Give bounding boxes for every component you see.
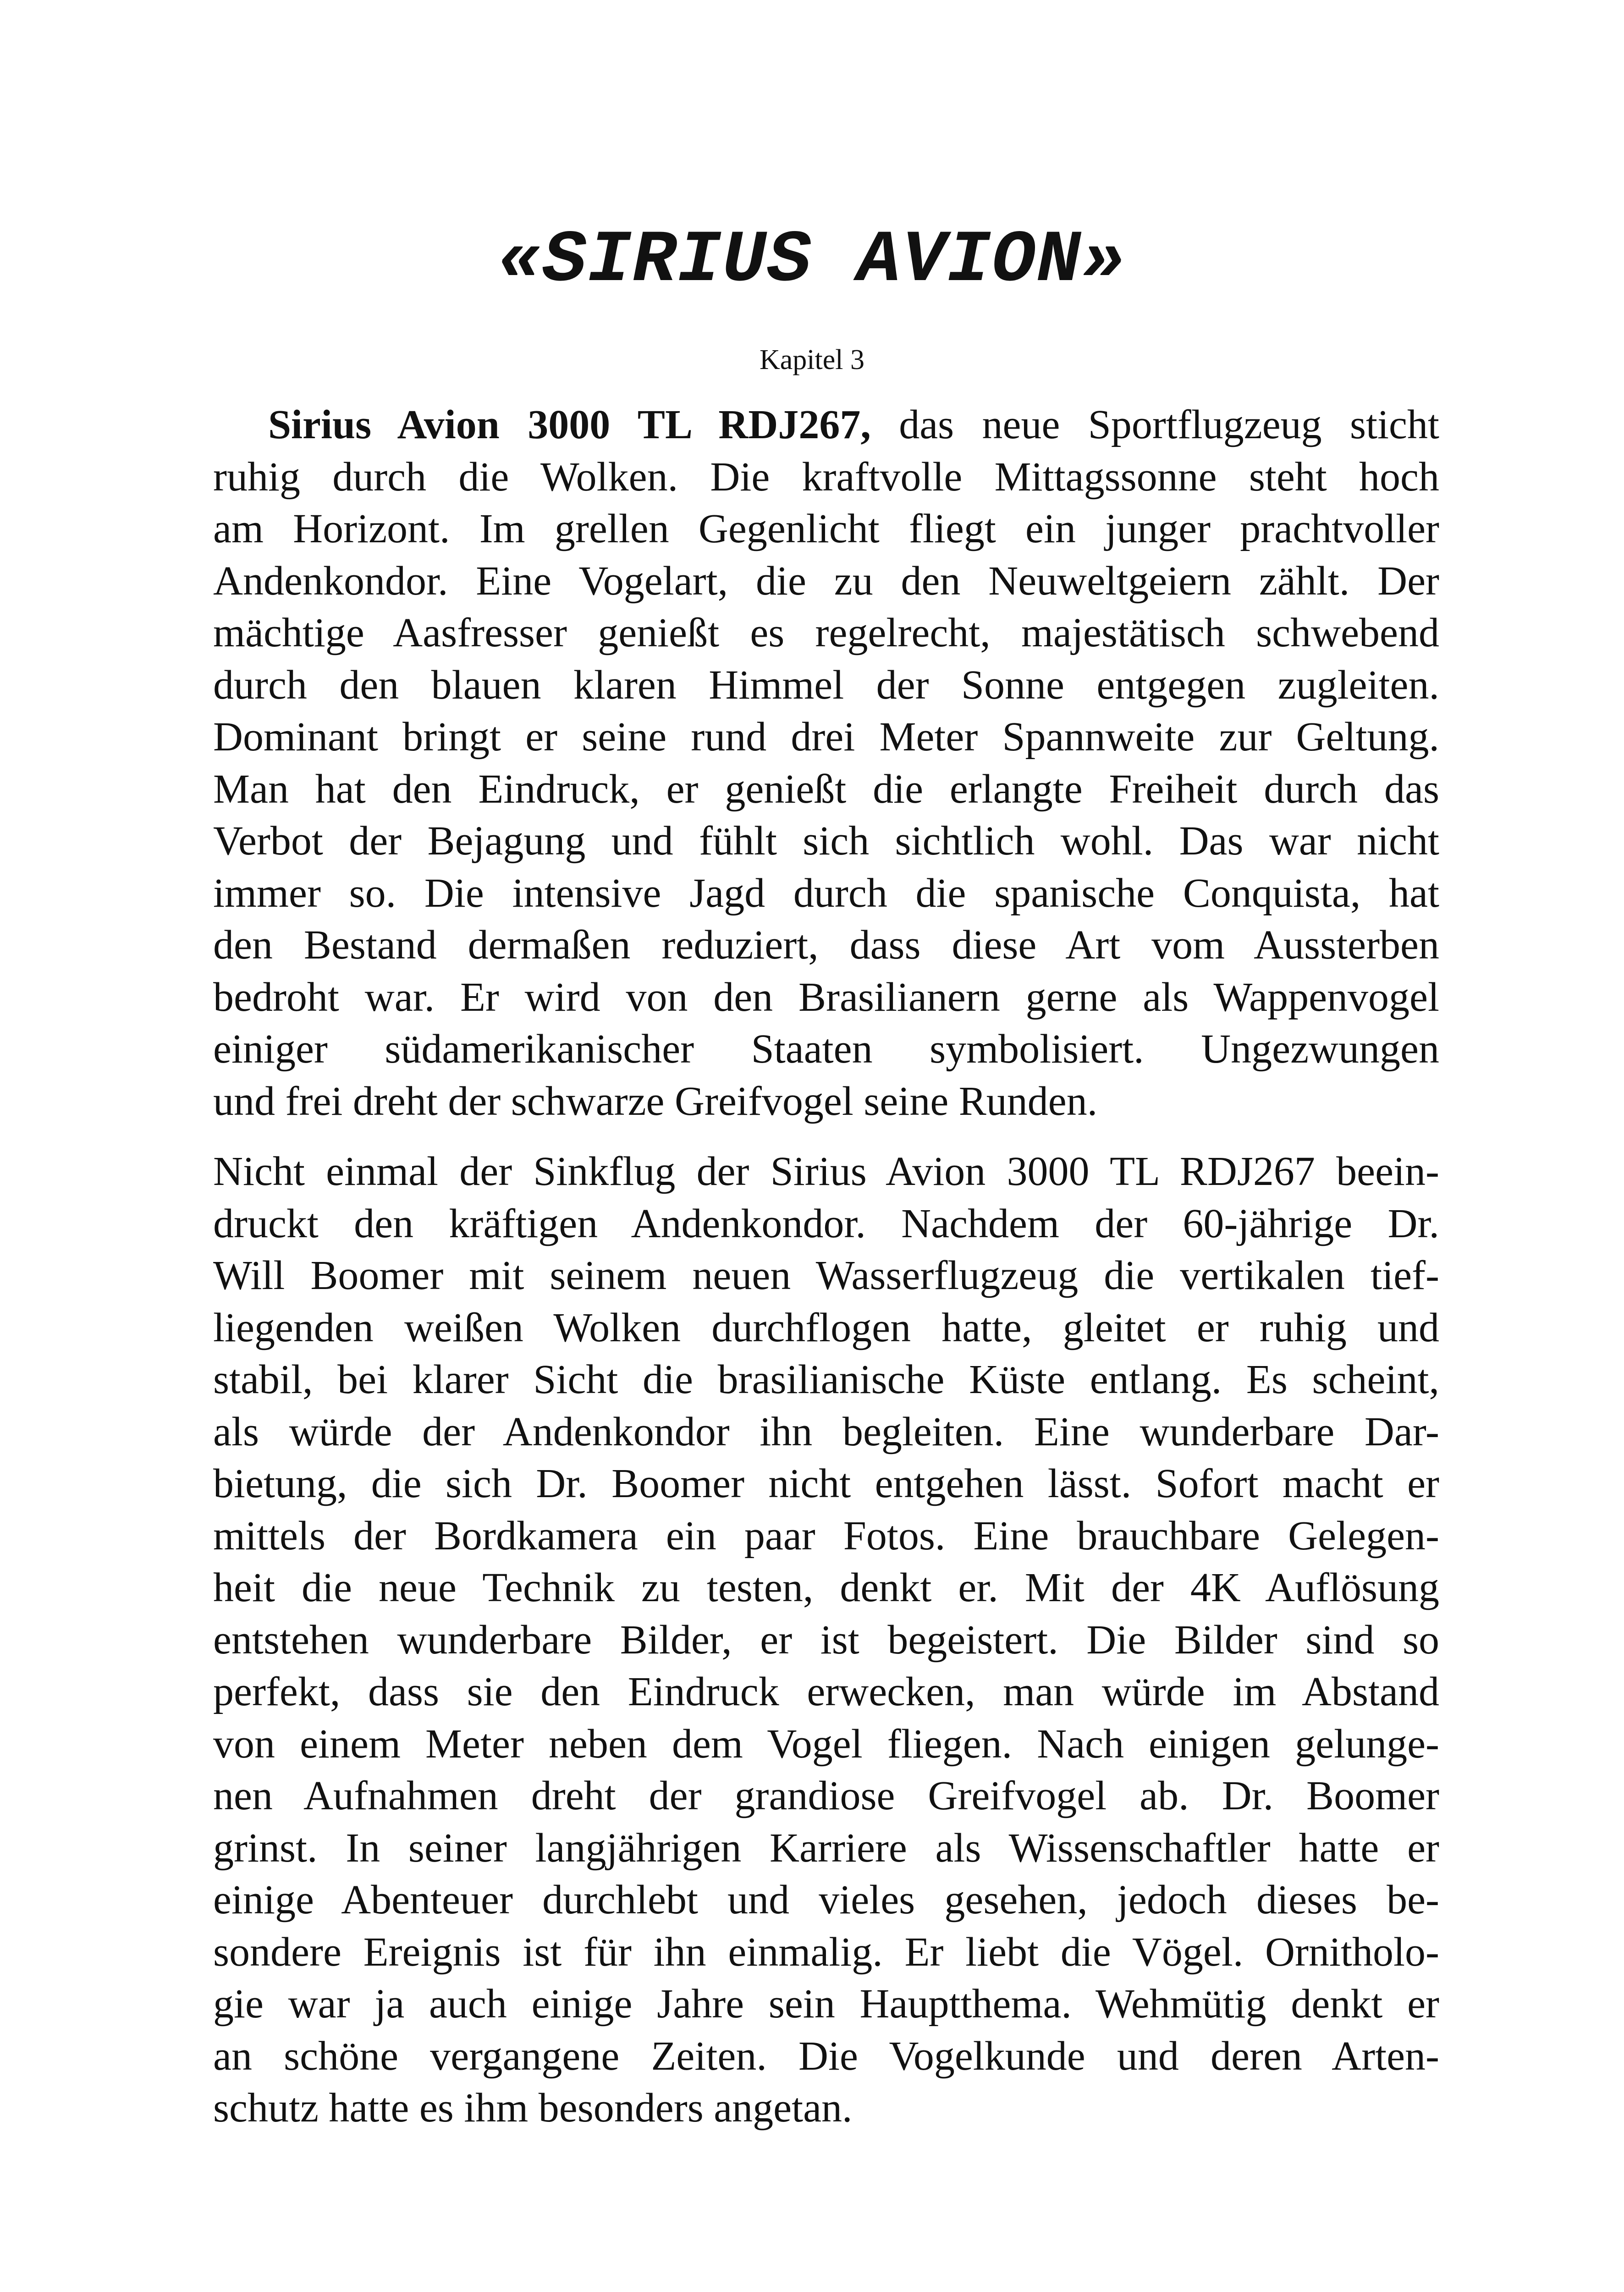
- text-line: immer so. Die intensive Jagd durch die spanische Conquista, hat: [213, 870, 1439, 916]
- page-title: «SIRIUS AVION»: [497, 220, 1127, 303]
- chapter-label: Kapitel 3: [760, 344, 864, 375]
- text-line: Nicht einmal der Sinkflug der Sirius Avion 3000 TL RDJ267 beein-: [213, 1149, 1439, 1194]
- text-line: nen Aufnahmen dreht der grandiose Greifvogel ab. Dr. Boomer: [213, 1773, 1439, 1818]
- text-line: bietung, die sich Dr. Boomer nicht entgehen lässt. Sofort macht er: [213, 1461, 1439, 1506]
- text-line: Verbot der Bejagung und fühlt sich sichtlich wohl. Das war nicht: [213, 818, 1439, 864]
- text-line: [213, 399, 1439, 451]
- text-line: mittels der Bordkamera ein paar Fotos. Eine brauchbare Gelegen-: [213, 1513, 1439, 1559]
- text-line: gie war ja auch einige Jahre sein Hauptthema. Wehmütig denkt er: [213, 1981, 1439, 2027]
- text-line: stabil, bei klarer Sicht die brasilianische Küste entlang. Es scheint,: [213, 1357, 1439, 1402]
- lead-bold-text: Sirius Avion 3000 TL RDJ267,: [268, 402, 871, 447]
- text-line: sondere Ereignis ist für ihn einmalig. Er liebt die Vögel. Ornitholo-: [213, 1929, 1439, 1975]
- paragraph-2: [213, 1146, 1439, 2134]
- text-line: mächtige Aasfresser genießt es regelrecht, majestätisch schwebend: [213, 610, 1439, 656]
- text-line: und frei dreht der schwarze Greifvogel seine Runden.: [213, 1078, 1098, 1124]
- text-line: von einem Meter neben dem Vogel fliegen. Nach einigen gelunge-: [213, 1721, 1439, 1767]
- body-text: [213, 399, 1439, 2134]
- text-line: Will Boomer mit seinem neuen Wasserflugzeug die vertikalen tief-: [213, 1253, 1439, 1298]
- text-line: bedroht war. Er wird von den Brasilianern gerne als Wappenvogel: [213, 974, 1439, 1020]
- text-line: grinst. In seiner langjährigen Karriere als Wissenschaftler hatte er: [213, 1825, 1439, 1871]
- text-line: an schöne vergangene Zeiten. Die Vogelkunde und deren Arten-: [213, 2033, 1439, 2079]
- text-line: perfekt, dass sie den Eindruck erwecken, man würde im Abstand: [213, 1669, 1439, 1714]
- paragraph-1: [213, 399, 1439, 1127]
- text-line: einiger südamerikanischer Staaten symbolisiert. Ungezwungen: [213, 1026, 1439, 1072]
- text-line: entstehen wunderbare Bilder, er ist begeistert. Die Bilder sind so: [213, 1617, 1439, 1663]
- text-line: durch den blauen klaren Himmel der Sonne entgegen zugleiten.: [213, 662, 1439, 708]
- text-line: ruhig durch die Wolken. Die kraftvolle Mittagssonne steht hoch: [213, 454, 1439, 500]
- text-line: schutz hatte es ihm besonders angetan.: [213, 2085, 853, 2131]
- text-line: als würde der Andenkondor ihn begleiten. Eine wunderbare Dar-: [213, 1409, 1439, 1455]
- text-line: am Horizont. Im grellen Gegenlicht fliegt ein junger prachtvoller: [213, 506, 1439, 551]
- text-line: Dominant bringt er seine rund drei Meter Spannweite zur Geltung.: [213, 714, 1439, 760]
- text-line: Andenkondor. Eine Vogelart, die zu den Neuweltgeiern zählt. Der: [213, 558, 1439, 604]
- text-line: heit die neue Technik zu testen, denkt er. Mit der 4K Auflösung: [213, 1565, 1439, 1610]
- text-line: Man hat den Eindruck, er genießt die erlangte Freiheit durch das: [213, 766, 1439, 812]
- text-line-part: das neue Sportflugzeug sticht: [870, 402, 1440, 447]
- text-line: liegenden weißen Wolken durchflogen hatte, gleitet er ruhig und: [213, 1305, 1439, 1350]
- text-line: einige Abenteuer durchlebt und vieles gesehen, jedoch dieses be-: [213, 1877, 1439, 1923]
- text-line: den Bestand dermaßen reduziert, dass diese Art vom Aussterben: [213, 922, 1439, 968]
- text-line: druckt den kräftigen Andenkondor. Nachdem der 60-jährige Dr.: [213, 1201, 1439, 1246]
